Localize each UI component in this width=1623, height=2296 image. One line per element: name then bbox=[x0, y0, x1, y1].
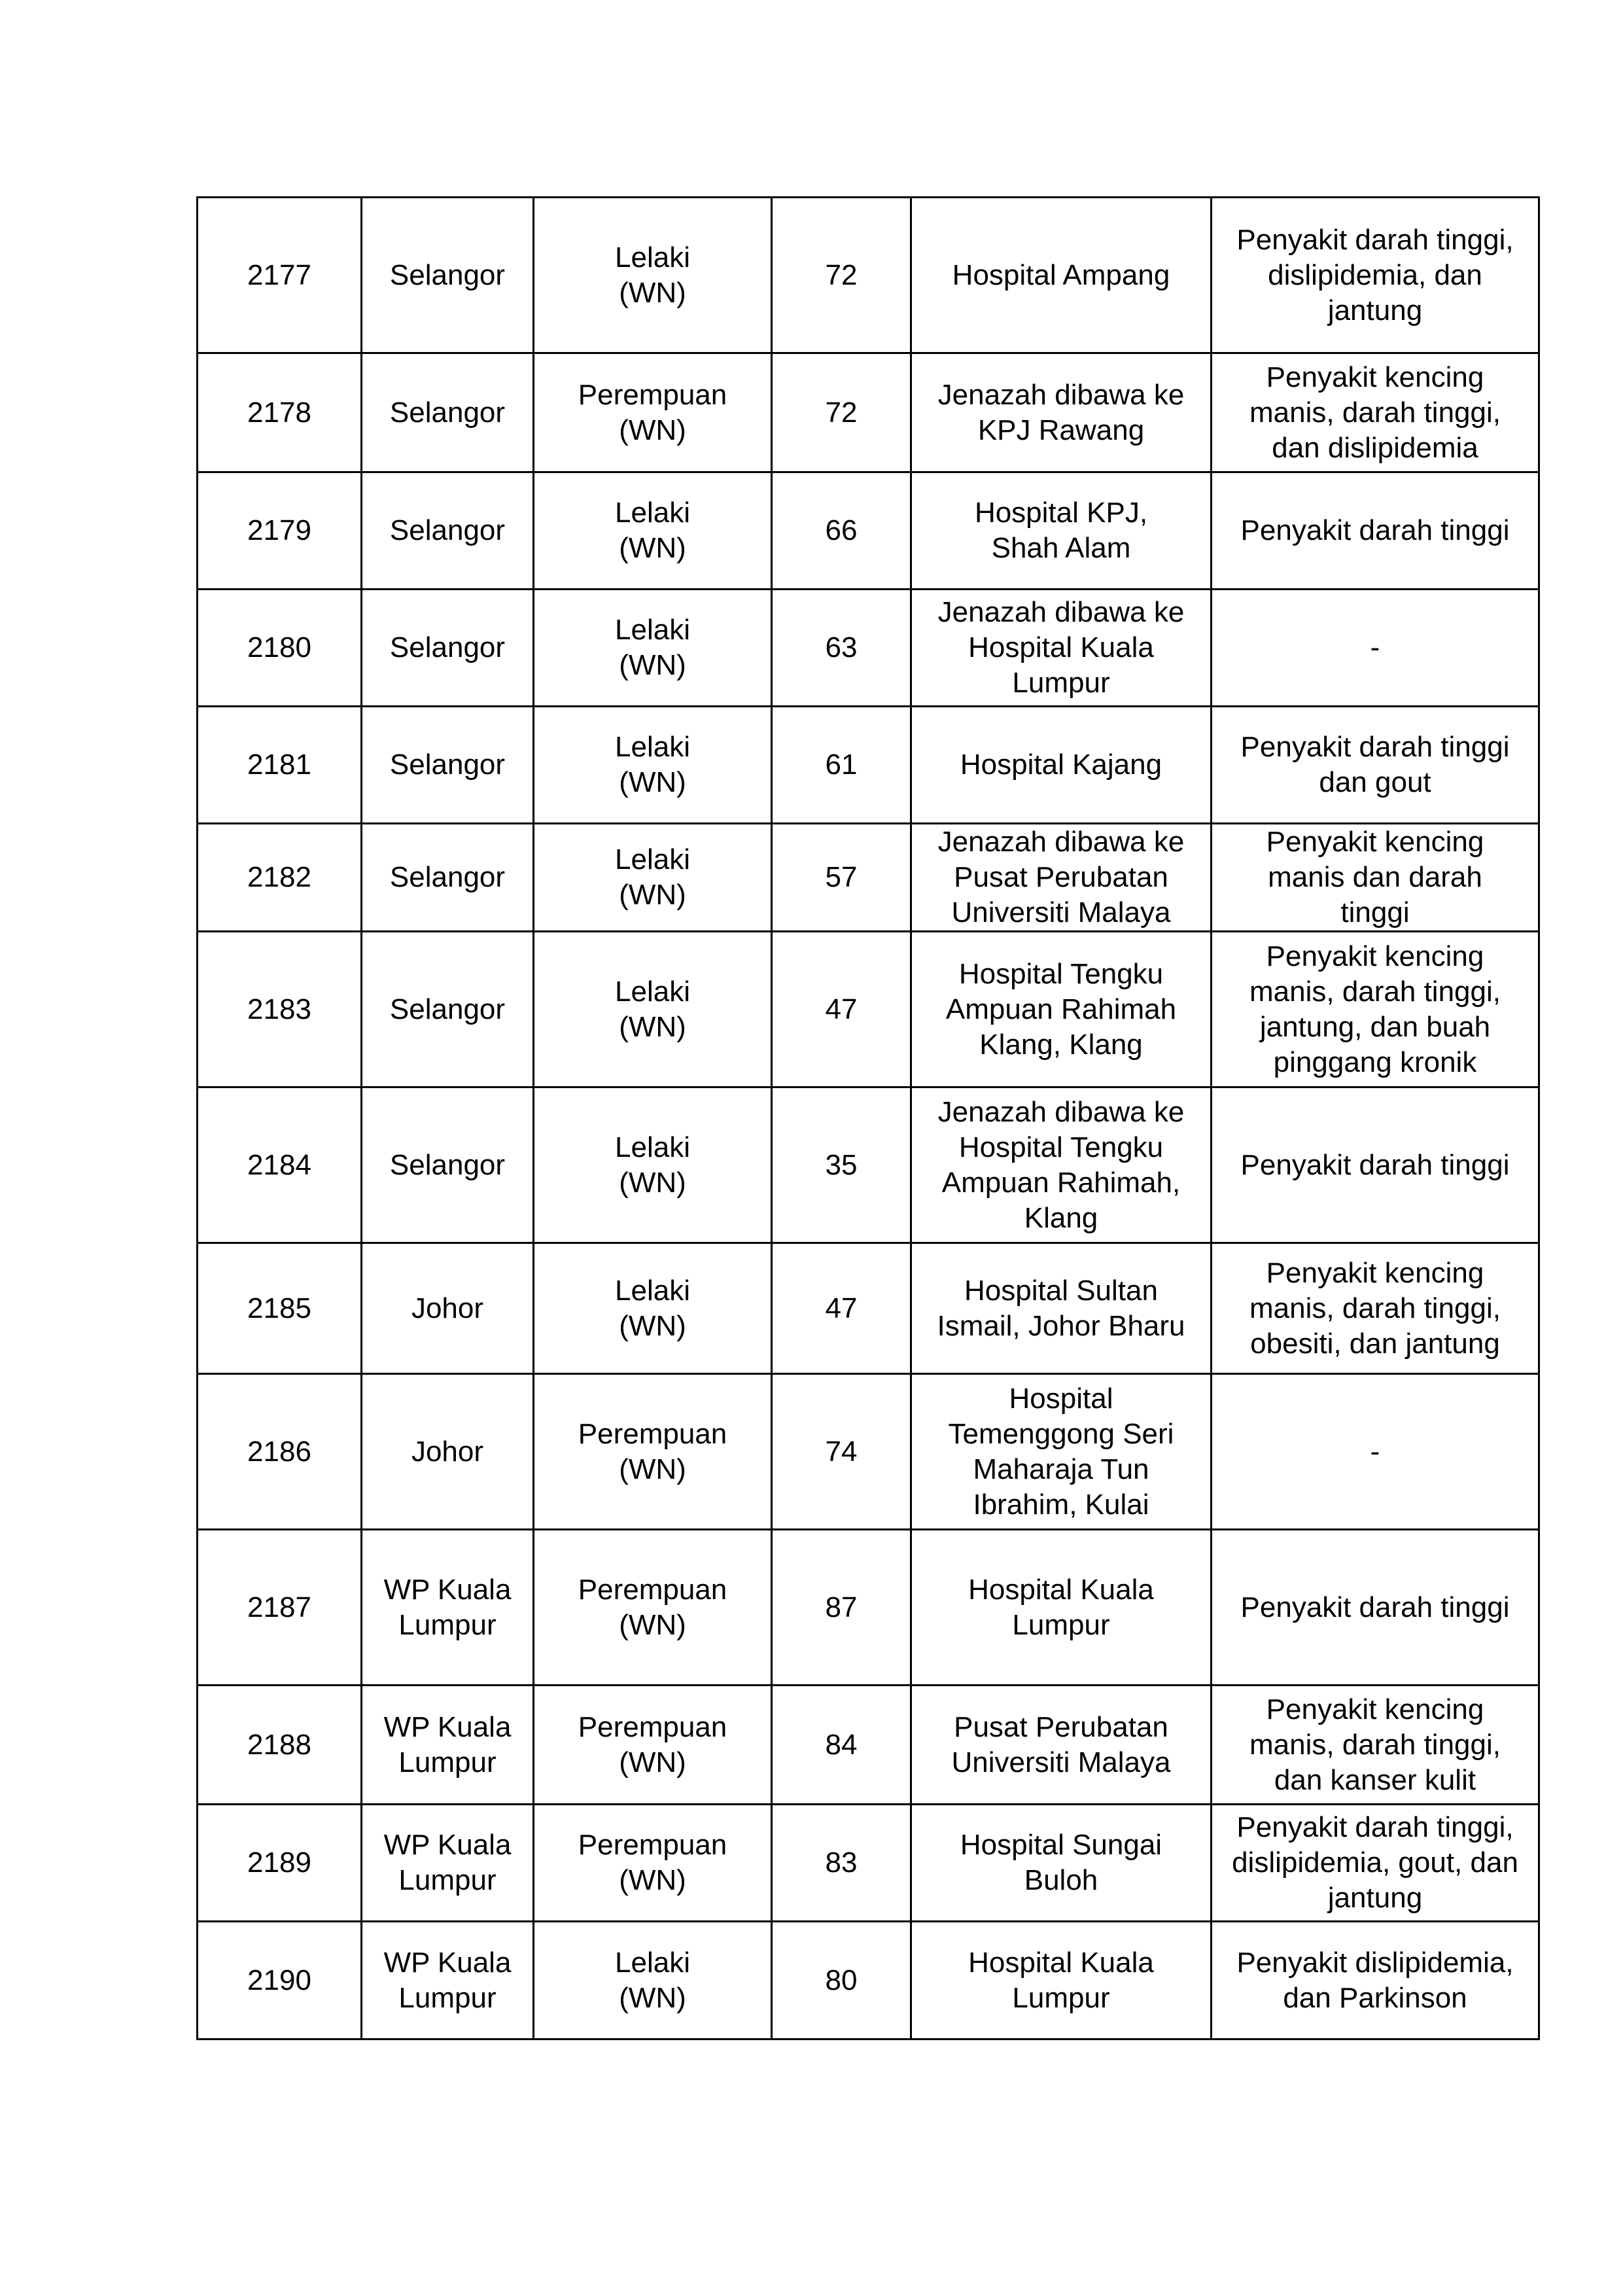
cell-line: Hospital Kuala bbox=[968, 1573, 1154, 1606]
table-row bbox=[198, 1922, 1539, 2040]
cell-line: jantung bbox=[1327, 294, 1423, 327]
state-cell: Selangor bbox=[362, 707, 534, 824]
illness-cell bbox=[1212, 1686, 1539, 1805]
table-row bbox=[198, 198, 1539, 353]
cell-line: Hospital Kuala bbox=[968, 631, 1154, 663]
cell-line: Lumpur bbox=[1012, 1981, 1110, 2014]
cell-line: dan Parkinson bbox=[1283, 1981, 1467, 2014]
table-row bbox=[198, 932, 1539, 1087]
cell-line: Klang bbox=[1024, 1201, 1098, 1234]
place-cell bbox=[911, 1530, 1212, 1686]
table-body bbox=[198, 198, 1539, 2040]
cell-line: Perempuan bbox=[578, 378, 727, 411]
cell-line: manis, darah tinggi, bbox=[1249, 1292, 1501, 1324]
cell-line: Lumpur bbox=[1012, 1608, 1110, 1641]
age-cell: 66 bbox=[772, 472, 911, 590]
cell-line: Lelaki bbox=[615, 975, 690, 1008]
cell-line: Maharaja Tun bbox=[973, 1453, 1149, 1485]
cell-line: Klang, Klang bbox=[979, 1028, 1143, 1061]
gender-cell bbox=[534, 707, 772, 824]
case-number-cell: 2185 bbox=[198, 1243, 362, 1374]
cell-line: Penyakit darah tinggi, bbox=[1236, 1811, 1514, 1843]
table-row bbox=[198, 707, 1539, 824]
cell-line: Lelaki bbox=[615, 731, 690, 763]
illness-cell bbox=[1212, 1922, 1539, 2040]
cell-line: Perempuan bbox=[578, 1829, 727, 1861]
cell-line: WP Kuala bbox=[383, 1710, 512, 1743]
age-cell: 57 bbox=[772, 824, 911, 932]
illness-cell bbox=[1212, 1374, 1539, 1530]
cell-line: Penyakit darah tinggi, bbox=[1236, 223, 1514, 256]
cell-line: Penyakit darah tinggi bbox=[1240, 1148, 1510, 1181]
age-cell: 47 bbox=[772, 932, 911, 1087]
illness-cell bbox=[1212, 824, 1539, 932]
table-row bbox=[198, 1087, 1539, 1243]
place-cell bbox=[911, 198, 1212, 353]
cell-line: Perempuan bbox=[578, 1417, 727, 1450]
case-number-cell: 2181 bbox=[198, 707, 362, 824]
cell-line: (WN) bbox=[619, 766, 686, 798]
case-number-cell: 2182 bbox=[198, 824, 362, 932]
cell-line: Hospital Ampang bbox=[952, 258, 1170, 291]
illness-cell bbox=[1212, 932, 1539, 1087]
case-number-cell: 2189 bbox=[198, 1805, 362, 1922]
cell-line: Ibrahim, Kulai bbox=[973, 1488, 1149, 1521]
place-cell bbox=[911, 590, 1212, 707]
table-row bbox=[198, 1374, 1539, 1530]
cell-line: (WN) bbox=[619, 1453, 686, 1485]
cell-line: manis, darah tinggi, bbox=[1249, 1728, 1501, 1761]
case-number-cell: 2179 bbox=[198, 472, 362, 590]
cell-line: Hospital Kajang bbox=[960, 749, 1162, 781]
state-cell: Johor bbox=[362, 1374, 534, 1530]
cell-line: Hospital bbox=[1009, 1382, 1113, 1415]
cell-line: Lelaki bbox=[615, 1131, 690, 1163]
case-number-cell: 2184 bbox=[198, 1087, 362, 1243]
cell-line: Perempuan bbox=[578, 1573, 727, 1606]
case-number-cell: 2183 bbox=[198, 932, 362, 1087]
state-cell: Selangor bbox=[362, 932, 534, 1087]
gender-cell bbox=[534, 472, 772, 590]
gender-cell bbox=[534, 353, 772, 472]
gender-cell bbox=[534, 590, 772, 707]
cell-line: Lelaki bbox=[615, 497, 690, 529]
cell-line: dislipidemia, dan bbox=[1268, 258, 1482, 291]
illness-cell bbox=[1212, 590, 1539, 707]
state-cell: Selangor bbox=[362, 590, 534, 707]
age-cell: 87 bbox=[772, 1530, 911, 1686]
cell-line: Buloh bbox=[1024, 1864, 1098, 1896]
table-row bbox=[198, 824, 1539, 932]
gender-cell bbox=[534, 1374, 772, 1530]
cell-line: (WN) bbox=[619, 414, 686, 446]
cell-line: Temenggong Seri bbox=[948, 1417, 1174, 1450]
place-cell bbox=[911, 1243, 1212, 1374]
cell-line: Pusat Perubatan bbox=[954, 861, 1168, 893]
cell-line: Lelaki bbox=[615, 1946, 690, 1979]
illness-cell bbox=[1212, 353, 1539, 472]
age-cell: 83 bbox=[772, 1805, 911, 1922]
state-cell bbox=[362, 1686, 534, 1805]
cell-line: Ampuan Rahimah bbox=[945, 993, 1177, 1025]
cell-line: Ismail, Johor Bharu bbox=[937, 1309, 1185, 1342]
illness-cell bbox=[1212, 472, 1539, 590]
cell-line: manis dan darah bbox=[1268, 861, 1482, 893]
cell-line: tinggi bbox=[1340, 896, 1410, 928]
age-cell: 47 bbox=[772, 1243, 911, 1374]
state-cell: Selangor bbox=[362, 824, 534, 932]
cell-line: manis, darah tinggi, bbox=[1249, 975, 1501, 1008]
gender-cell bbox=[534, 198, 772, 353]
state-cell bbox=[362, 1530, 534, 1686]
cell-line: Lumpur bbox=[398, 1746, 497, 1778]
case-number-cell: 2178 bbox=[198, 353, 362, 472]
cell-line: (WN) bbox=[619, 1864, 686, 1896]
cell-line: Pusat Perubatan bbox=[954, 1710, 1168, 1743]
cell-line: (WN) bbox=[619, 1608, 686, 1641]
table-row bbox=[198, 1686, 1539, 1805]
cell-line: Penyakit dislipidemia, bbox=[1236, 1946, 1514, 1979]
cell-line: Hospital Sungai bbox=[960, 1829, 1162, 1861]
gender-cell bbox=[534, 824, 772, 932]
cell-line: Lumpur bbox=[398, 1981, 497, 2014]
table-row bbox=[198, 472, 1539, 590]
place-cell bbox=[911, 1087, 1212, 1243]
age-cell: 35 bbox=[772, 1087, 911, 1243]
cell-line: Perempuan bbox=[578, 1710, 727, 1743]
age-cell: 80 bbox=[772, 1922, 911, 2040]
place-cell bbox=[911, 707, 1212, 824]
table-row bbox=[198, 353, 1539, 472]
cell-line: Penyakit kencing bbox=[1266, 940, 1484, 972]
state-cell: Selangor bbox=[362, 1087, 534, 1243]
age-cell: 74 bbox=[772, 1374, 911, 1530]
place-cell bbox=[911, 824, 1212, 932]
cell-line: Lumpur bbox=[398, 1864, 497, 1896]
cell-line: Jenazah dibawa ke bbox=[937, 1095, 1185, 1128]
illness-cell bbox=[1212, 1243, 1539, 1374]
gender-cell bbox=[534, 1243, 772, 1374]
cell-line: Universiti Malaya bbox=[951, 1746, 1171, 1778]
cell-line: Lumpur bbox=[1012, 667, 1110, 699]
age-cell: 84 bbox=[772, 1686, 911, 1805]
state-cell bbox=[362, 1805, 534, 1922]
cell-line: dislipidemia, gout, dan bbox=[1232, 1846, 1518, 1879]
cell-line: Ampuan Rahimah, bbox=[941, 1166, 1181, 1199]
cell-line: (WN) bbox=[619, 1981, 686, 2014]
place-cell bbox=[911, 1374, 1212, 1530]
gender-cell bbox=[534, 1922, 772, 2040]
illness-cell bbox=[1212, 1530, 1539, 1686]
cell-line: Hospital Kuala bbox=[968, 1946, 1154, 1979]
cell-line: dan gout bbox=[1319, 766, 1431, 798]
cell-line: - bbox=[1370, 631, 1380, 663]
gender-cell bbox=[534, 1686, 772, 1805]
cell-line: (WN) bbox=[619, 649, 686, 681]
table-row bbox=[198, 1530, 1539, 1686]
gender-cell bbox=[534, 1805, 772, 1922]
death-cases-table bbox=[196, 196, 1540, 2040]
cell-line: dan kanser kulit bbox=[1274, 1763, 1476, 1796]
cell-line: (WN) bbox=[619, 276, 686, 309]
cell-line: WP Kuala bbox=[383, 1829, 512, 1861]
age-cell: 61 bbox=[772, 707, 911, 824]
illness-cell bbox=[1212, 1087, 1539, 1243]
cell-line: manis, darah tinggi, bbox=[1249, 396, 1501, 429]
cell-line: (WN) bbox=[619, 1309, 686, 1342]
state-cell: Johor bbox=[362, 1243, 534, 1374]
illness-cell bbox=[1212, 707, 1539, 824]
place-cell bbox=[911, 1805, 1212, 1922]
cell-line: Penyakit darah tinggi bbox=[1240, 1591, 1510, 1623]
place-cell bbox=[911, 353, 1212, 472]
cell-line: Lelaki bbox=[615, 843, 690, 875]
cell-line: (WN) bbox=[619, 879, 686, 911]
table-row bbox=[198, 1243, 1539, 1374]
cell-line: Lelaki bbox=[615, 1274, 690, 1307]
place-cell bbox=[911, 1922, 1212, 2040]
cell-line: Lumpur bbox=[398, 1608, 497, 1641]
place-cell bbox=[911, 472, 1212, 590]
cell-line: (WN) bbox=[619, 1010, 686, 1043]
cell-line: (WN) bbox=[619, 532, 686, 564]
cell-line: Hospital Tengku bbox=[958, 1131, 1164, 1163]
state-cell: Selangor bbox=[362, 353, 534, 472]
cell-line: jantung, dan buah bbox=[1259, 1010, 1491, 1043]
case-number-cell: 2188 bbox=[198, 1686, 362, 1805]
case-number-cell: 2187 bbox=[198, 1530, 362, 1686]
age-cell: 72 bbox=[772, 353, 911, 472]
place-cell bbox=[911, 932, 1212, 1087]
cell-line: jantung bbox=[1327, 1882, 1423, 1914]
cell-line: dan dislipidemia bbox=[1272, 431, 1478, 464]
illness-cell bbox=[1212, 1805, 1539, 1922]
cell-line: Lelaki bbox=[615, 241, 690, 274]
cell-line: WP Kuala bbox=[383, 1573, 512, 1606]
cell-line: Penyakit darah tinggi bbox=[1240, 731, 1510, 763]
cell-line: obesiti, dan jantung bbox=[1250, 1327, 1500, 1360]
place-cell bbox=[911, 1686, 1212, 1805]
cell-line: - bbox=[1370, 1435, 1380, 1468]
cell-line: Hospital Tengku bbox=[958, 957, 1164, 990]
case-number-cell: 2177 bbox=[198, 198, 362, 353]
table-row bbox=[198, 590, 1539, 707]
cell-line: Universiti Malaya bbox=[951, 896, 1171, 928]
cell-line: pinggang kronik bbox=[1273, 1046, 1477, 1078]
table-row bbox=[198, 1805, 1539, 1922]
case-number-cell: 2180 bbox=[198, 590, 362, 707]
cell-line: WP Kuala bbox=[383, 1946, 512, 1979]
cell-line: Lelaki bbox=[615, 614, 690, 646]
cell-line: Penyakit darah tinggi bbox=[1240, 514, 1510, 546]
cell-line: Jenazah dibawa ke bbox=[937, 826, 1185, 858]
age-cell: 63 bbox=[772, 590, 911, 707]
cell-line: Hospital Sultan bbox=[964, 1274, 1158, 1307]
cell-line: (WN) bbox=[619, 1166, 686, 1199]
gender-cell bbox=[534, 1087, 772, 1243]
cell-line: Penyakit kencing bbox=[1266, 826, 1484, 858]
gender-cell bbox=[534, 932, 772, 1087]
state-cell: Selangor bbox=[362, 472, 534, 590]
age-cell: 72 bbox=[772, 198, 911, 353]
cell-line: Penyakit kencing bbox=[1266, 1256, 1484, 1289]
illness-cell bbox=[1212, 198, 1539, 353]
cell-line: Shah Alam bbox=[991, 532, 1131, 564]
cell-line: Hospital KPJ, bbox=[974, 497, 1148, 529]
case-number-cell: 2186 bbox=[198, 1374, 362, 1530]
case-number-cell: 2190 bbox=[198, 1922, 362, 2040]
cell-line: Jenazah dibawa ke bbox=[937, 596, 1185, 628]
cell-line: Penyakit kencing bbox=[1266, 361, 1484, 393]
cell-line: KPJ Rawang bbox=[977, 414, 1145, 446]
cell-line: Penyakit kencing bbox=[1266, 1693, 1484, 1725]
state-cell bbox=[362, 1922, 534, 2040]
cell-line: Jenazah dibawa ke bbox=[937, 378, 1185, 411]
gender-cell bbox=[534, 1530, 772, 1686]
state-cell: Selangor bbox=[362, 198, 534, 353]
cell-line: (WN) bbox=[619, 1746, 686, 1778]
